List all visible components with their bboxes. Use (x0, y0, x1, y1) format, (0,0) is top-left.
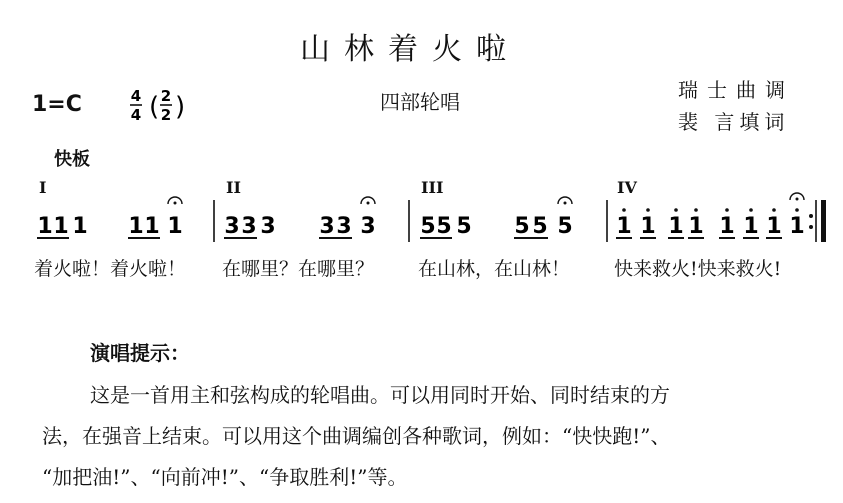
note: 1 (616, 214, 632, 239)
time-sig-alt-denominator: 2 (160, 106, 172, 124)
score-notation (0, 190, 843, 250)
part-label-1: I (39, 178, 47, 197)
note: 5 (436, 214, 452, 239)
tempo-marking: 快板 (54, 149, 90, 170)
song-title: 山林着火啦 (300, 32, 520, 67)
note: 5 (420, 214, 436, 239)
note: 5 (514, 214, 530, 239)
note: 1 (743, 214, 759, 239)
lyric-part-1: 着火啦！着火啦！ (34, 258, 187, 280)
note: 1 (668, 214, 684, 239)
note: 5 (557, 214, 573, 239)
note: 1 (719, 214, 735, 239)
tips-line-3: “加把油!”、“向前冲!”、“争取胜利!”等。 (42, 465, 408, 489)
note: 1 (167, 214, 183, 239)
note: 3 (241, 214, 257, 239)
lyric-part-3: 在山林，在山林！ (418, 258, 571, 280)
note: 1 (789, 214, 805, 239)
note: 3 (360, 214, 376, 239)
note: 3 (319, 214, 335, 239)
time-sig-alt-numerator: 2 (160, 87, 172, 105)
note: 1 (688, 214, 704, 239)
note: 1 (144, 214, 160, 239)
key-signature: 1=C (32, 92, 82, 117)
note: 3 (260, 214, 276, 239)
time-sig-main-numerator: 4 (130, 87, 142, 105)
note: 1 (128, 214, 144, 239)
note: 1 (72, 214, 88, 239)
music-credit: 瑞士曲调 (678, 78, 794, 102)
lyric-part-2: 在哪里？在哪里？ (222, 258, 375, 280)
note: 1 (53, 214, 69, 239)
part-label-4: IV (617, 178, 637, 197)
subtitle: 四部轮唱 (380, 90, 460, 114)
tips-line-1: 这是一首用主和弦构成的轮唱曲。可以用同时开始、同时结束的方 (90, 383, 670, 407)
lyric-part-4: 快来救火!快来救火! (614, 258, 782, 280)
note: 3 (336, 214, 352, 239)
note: 5 (532, 214, 548, 239)
note: 3 (224, 214, 240, 239)
time-signature (128, 86, 192, 124)
note: 1 (640, 214, 656, 239)
time-sig-main-denominator: 4 (130, 106, 142, 124)
note: 1 (766, 214, 782, 239)
part-label-3: III (421, 178, 444, 197)
svg-text:(: ( (149, 92, 160, 122)
svg-text:): ) (175, 92, 186, 122)
note: 5 (456, 214, 472, 239)
tips-heading: 演唱提示： (90, 341, 190, 365)
part-label-2: II (226, 178, 241, 197)
note: 1 (37, 214, 53, 239)
tips-line-2: 法，在强音上结束。可以用这个曲调编创各种歌词，例如：“快快跑!”、 (42, 424, 671, 448)
lyrics-credit: 裴 言填词 (678, 110, 790, 134)
